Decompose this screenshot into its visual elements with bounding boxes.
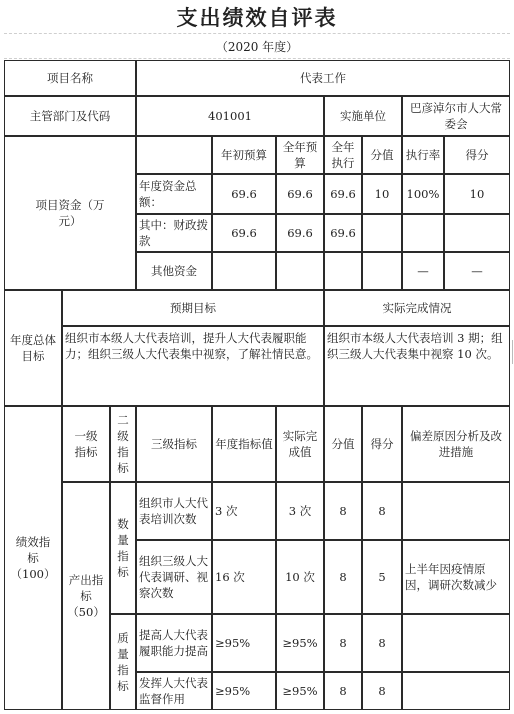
indicator-row-actual: ≥95% <box>276 614 324 672</box>
funds-cell: 10 <box>362 174 402 214</box>
project-name-value: 代表工作 <box>136 60 510 96</box>
indicator-row-name: 提高人大代表履职能力提高 <box>136 614 212 672</box>
funds-cell <box>212 252 276 290</box>
funds-header-score-max: 分值 <box>362 136 402 174</box>
indicators-label: 绩效指标（100） <box>4 406 62 710</box>
indicator-row-actual: 3 次 <box>276 482 324 540</box>
funds-cell <box>324 252 362 290</box>
indicator-header-deviation: 偏差原因分析及改进措施 <box>402 406 510 482</box>
funds-cell: 69.6 <box>212 214 276 252</box>
indicator-row-score: 8 <box>362 672 402 710</box>
goals-label: 年度总体目标 <box>4 290 62 406</box>
form-year: （2020 年度） <box>215 40 299 54</box>
funds-cell: — <box>444 252 510 290</box>
indicator-row-target: 3 次 <box>212 482 276 540</box>
indicator-row-score-max: 8 <box>324 482 362 540</box>
indicator-level2-quantity: 数量指标 <box>110 482 136 614</box>
indicator-row-note <box>402 614 510 672</box>
department-label: 主管部门及代码 <box>4 96 136 136</box>
funds-cell: 10 <box>444 174 510 214</box>
funds-row-total-label: 年度资金总额： <box>136 174 212 214</box>
funds-cell: 69.6 <box>212 174 276 214</box>
project-name-label: 项目名称 <box>4 60 136 96</box>
department-code: 401001 <box>136 96 324 136</box>
indicator-row-name: 组织三级人大代表调研、视察次数 <box>136 540 212 614</box>
indicator-row-target: 16 次 <box>212 540 276 614</box>
indicator-row-note <box>402 672 510 710</box>
indicator-row-score: 5 <box>362 540 402 614</box>
funds-cell <box>362 252 402 290</box>
implementing-unit-label: 实施单位 <box>324 96 402 136</box>
funds-cell: 69.6 <box>324 174 362 214</box>
divider <box>4 58 510 59</box>
funds-cell <box>362 214 402 252</box>
expected-goal-header: 预期目标 <box>62 290 324 326</box>
indicator-row-name: 组织市人大代表培训次数 <box>136 482 212 540</box>
funds-header-annual-budget: 全年预算 <box>276 136 324 174</box>
funds-cell <box>402 214 444 252</box>
indicator-row-score-max: 8 <box>324 540 362 614</box>
indicator-row-note: 上半年因疫情原因，调研次数减少 <box>402 540 510 614</box>
funds-label: 项目资金（万元） <box>4 136 136 290</box>
indicator-row-target: ≥95% <box>212 614 276 672</box>
indicator-row-actual: 10 次 <box>276 540 324 614</box>
indicator-header-actual: 实际完成值 <box>276 406 324 482</box>
indicator-header-score: 得分 <box>362 406 402 482</box>
indicator-row-score-max: 8 <box>324 672 362 710</box>
actual-completion-text: 组织市本级人大代表培训 3 期；组织三级人大代表集中视察 10 次。 <box>324 326 510 406</box>
indicator-row-score-max: 8 <box>324 614 362 672</box>
implementing-unit-value: 巴彦淖尔市人大常委会 <box>402 96 510 136</box>
indicator-row-actual: ≥95% <box>276 672 324 710</box>
funds-header-execution-rate: 执行率 <box>402 136 444 174</box>
funds-cell <box>276 252 324 290</box>
indicator-level1-output: 产出指标（50） <box>62 482 110 710</box>
indicator-header-target: 年度指标值 <box>212 406 276 482</box>
indicator-row-note <box>402 482 510 540</box>
actual-completion-header: 实际完成情况 <box>324 290 510 326</box>
form-title: 支出绩效自评表 <box>176 5 338 30</box>
funds-cell: 69.6 <box>276 174 324 214</box>
funds-header-annual-execution: 全年执行 <box>324 136 362 174</box>
indicator-header-level3: 三级指标 <box>136 406 212 482</box>
indicator-row-name: 发挥人大代表监督作用 <box>136 672 212 710</box>
divider <box>4 33 510 34</box>
funds-row-fiscal-label: 其中：财政拨款 <box>136 214 212 252</box>
funds-cell <box>444 214 510 252</box>
funds-row-other-label: 其他资金 <box>136 252 212 290</box>
indicator-header-level2: 二级指标 <box>110 406 136 482</box>
funds-cell: 69.6 <box>324 214 362 252</box>
funds-header-blank <box>136 136 212 174</box>
funds-cell: 100% <box>402 174 444 214</box>
indicator-header-level1: 一级指标 <box>62 406 110 482</box>
funds-header-score: 得分 <box>444 136 510 174</box>
funds-cell: 69.6 <box>276 214 324 252</box>
funds-header-initial-budget: 年初预算 <box>212 136 276 174</box>
funds-cell: — <box>402 252 444 290</box>
indicator-level2-quality: 质量指标 <box>110 614 136 710</box>
expected-goal-text: 组织市本级人大代表培训，提升人大代表履职能力；组织三级人大代表集中视察，了解社情民意。 <box>62 326 324 406</box>
indicator-row-score: 8 <box>362 482 402 540</box>
indicator-row-target: ≥95% <box>212 672 276 710</box>
indicator-header-score-max: 分值 <box>324 406 362 482</box>
indicator-row-score: 8 <box>362 614 402 672</box>
